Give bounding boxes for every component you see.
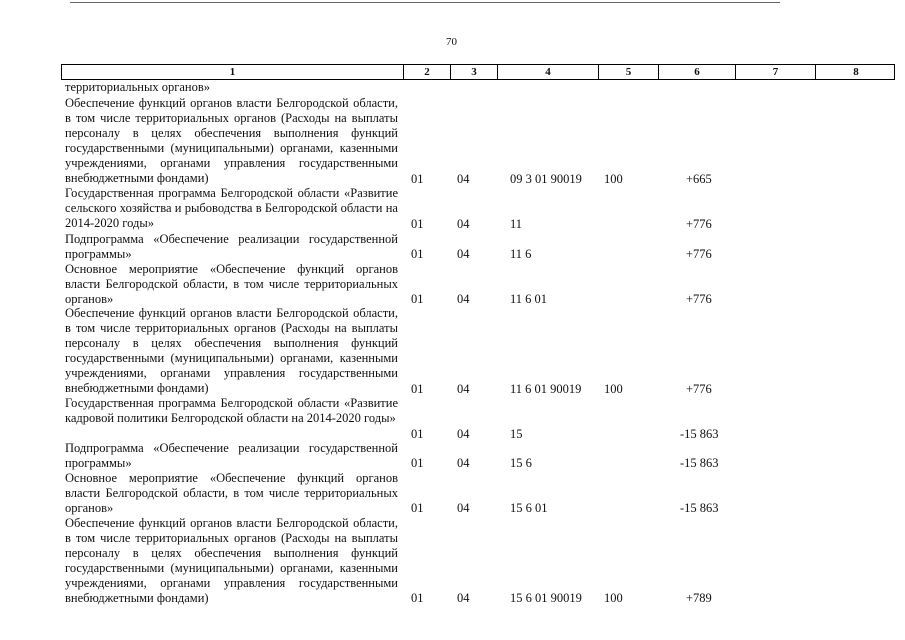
header-col-7: 7	[736, 65, 816, 79]
row-target-code: 11	[510, 217, 523, 231]
row-subsection: 04	[457, 501, 470, 515]
row-section: 01	[411, 217, 424, 231]
row-target-code: 15	[510, 427, 523, 441]
row-target-code: 09 3 01 90019	[510, 172, 582, 186]
row-subsection: 04	[457, 292, 470, 306]
row-section: 01	[411, 501, 424, 515]
table-header	[61, 64, 895, 80]
row-text: Основное мероприятие «Обеспечение функций органов власти Белгородской области, в том числе территориальных органов»	[65, 262, 398, 306]
page-number: 70	[446, 36, 457, 48]
row-target-code: 15 6 01 90019	[510, 591, 582, 605]
row-subsection: 04	[457, 427, 470, 441]
row-amount: -15 863	[680, 456, 719, 470]
row-subsection: 04	[457, 456, 470, 470]
row-section: 01	[411, 427, 424, 441]
row-amount: -15 863	[680, 501, 719, 515]
row-section: 01	[411, 591, 424, 605]
row-section: 01	[411, 172, 424, 186]
row-section: 01	[411, 247, 424, 261]
row-amount: +776	[686, 382, 712, 396]
row-target-code: 11 6 01 90019	[510, 382, 582, 396]
header-col-8: 8	[853, 66, 859, 78]
row-text: Подпрограмма «Обеспечение реализации государственной программы»	[65, 441, 398, 470]
row-target-code: 15 6 01	[510, 501, 548, 515]
row-section: 01	[411, 456, 424, 470]
row-expense-type: 100	[604, 591, 623, 605]
row-text: Основное мероприятие «Обеспечение функций органов власти Белгородской области, в том числе территориальных органов»	[65, 471, 398, 515]
row-target-code: 15 6	[510, 456, 532, 470]
header-col-4: 4	[498, 65, 599, 79]
row-subsection: 04	[457, 247, 470, 261]
row-amount: +776	[686, 217, 712, 231]
header-col-6: 6	[659, 65, 736, 79]
row-text: Государственная программа Белгородской области «Развитие сельского хозяйства и рыбоводства в Белгородской области на 2014-2020 годы»	[65, 186, 398, 230]
row-amount: +789	[686, 591, 712, 605]
row-target-code: 11 6 01	[510, 292, 548, 306]
row-text: Обеспечение функций органов власти Белгородской области, в том числе территориальных органов (Расходы на выплаты персоналу в целях обеспечения выполнения функций государственными (муниципальными) органами, казенными учреждениями, органами управления государственными внебюджетными фондами)	[65, 96, 398, 185]
row-target-code: 11 6	[510, 247, 532, 261]
row-amount: +776	[686, 292, 712, 306]
row-subsection: 04	[457, 591, 470, 605]
row-amount: +665	[686, 172, 712, 186]
row-subsection: 04	[457, 172, 470, 186]
row-text: Подпрограмма «Обеспечение реализации государственной программы»	[65, 232, 398, 261]
row-text: Обеспечение функций органов власти Белгородской области, в том числе территориальных органов (Расходы на выплаты персоналу в целях обеспечения выполнения функций государственными (муниципальными) органами, казенными учреждениями, органами управления государственными внебюджетными фондами)	[65, 306, 398, 395]
row-expense-type: 100	[604, 172, 623, 186]
row-section: 01	[411, 382, 424, 396]
row-expense-type: 100	[604, 382, 623, 396]
header-col-5: 5	[599, 65, 659, 79]
row-text: территориальных органов»	[65, 80, 211, 94]
row-text: Государственная программа Белгородской области «Развитие кадровой политики Белгородской области на 2014-2020 годы»	[65, 396, 398, 425]
row-subsection: 04	[457, 382, 470, 396]
row-subsection: 04	[457, 217, 470, 231]
row-amount: -15 863	[680, 427, 719, 441]
header-col-2: 2	[404, 65, 451, 79]
row-text: Обеспечение функций органов власти Белгородской области, в том числе территориальных органов (Расходы на выплаты персоналу в целях обеспечения выполнения функций государственными (муниципальными) органами, казенными учреждениями, органами управления государственными внебюджетными фондами)	[65, 516, 398, 605]
header-col-3: 3	[451, 65, 498, 79]
row-amount: +776	[686, 247, 712, 261]
header-col-1: 1	[62, 65, 404, 79]
top-rule	[70, 2, 780, 3]
row-section: 01	[411, 292, 424, 306]
